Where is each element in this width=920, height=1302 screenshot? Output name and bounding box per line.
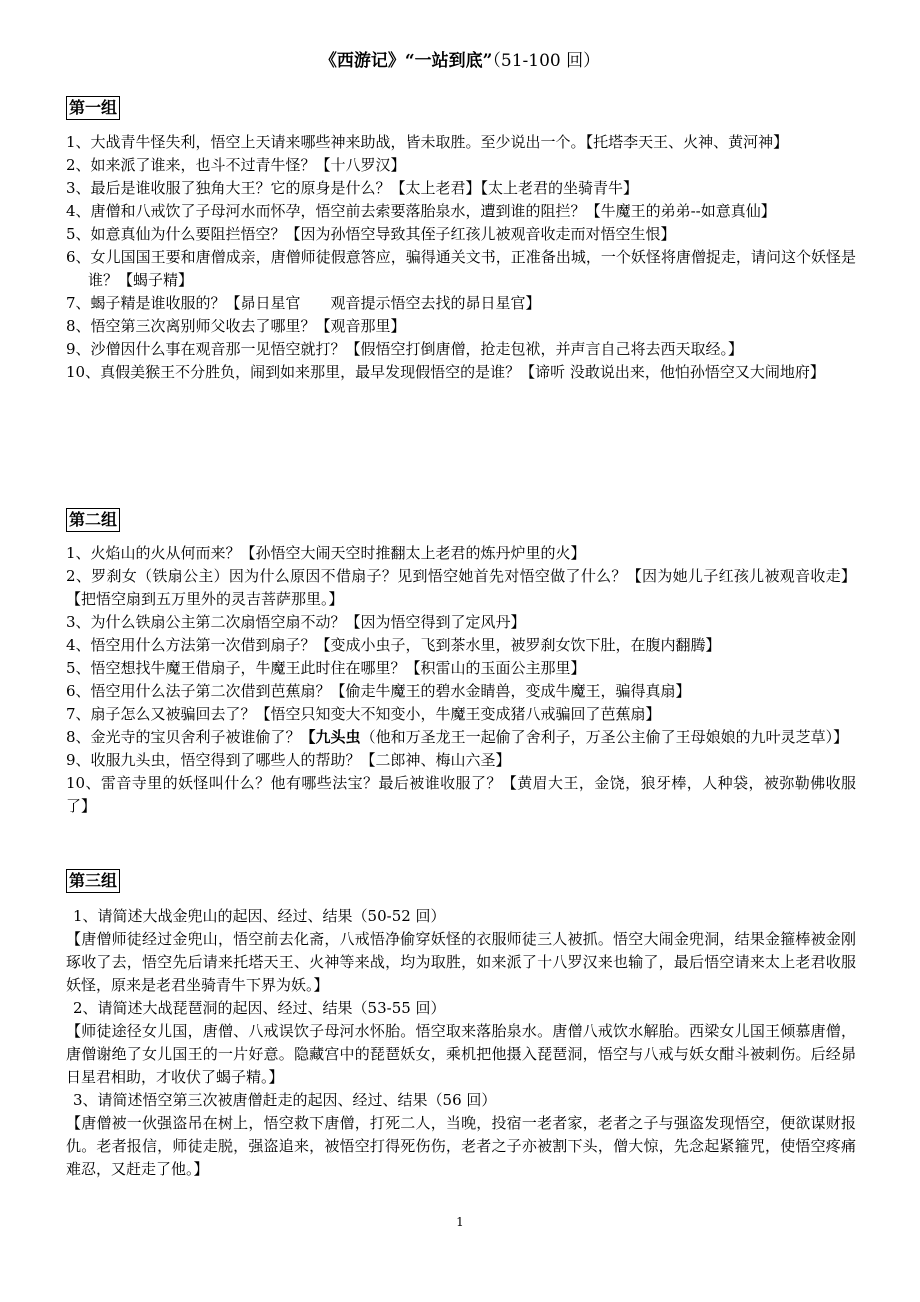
question-item bbox=[66, 542, 856, 565]
answer-text: 【因为她儿子红孩儿被观音收走】【把悟空扇到五万里外的灵吉菩萨那里。】 bbox=[66, 567, 856, 608]
group-2-label: 第二组 bbox=[66, 508, 120, 532]
answer-text: 【二郎神、梅山六圣】 bbox=[360, 751, 511, 769]
answer-text: 【昴日星官 观音提示悟空去找的昴日星官】 bbox=[225, 294, 541, 312]
answer-text: 【唐僧被一伙强盗吊在树上，悟空救下唐僧，打死二人，当晚，投宿一老者家，老者之子与强盗发现悟空，便欲谋财报仇。老者报信，师徒走脱，强盗追来，被悟空打得死伤伤，老者之子亦被割下头，僧大惊，先念起紧箍咒，使悟空疼痛难忍，又赶走了他。】 bbox=[66, 1114, 856, 1178]
question-text: 10、真假美猴王不分胜负，闹到如来那里，最早发现假悟空的是谁？ bbox=[66, 363, 521, 381]
answer-text: 【唐僧师徒经过金兜山，悟空前去化斋，八戒悟净偷穿妖怪的衣服师徒三人被抓。悟空大闹金兜洞，结果金箍棒被金刚琢收了去，悟空先后请来托塔天王、火神等来战，均为取胜，如来派了十八罗汉来也输了，最后悟空请来太上老君收服妖怪，原来是老君坐骑青牛下界为妖。】 bbox=[66, 930, 856, 994]
question-text: 1、火焰山的火从何而来？ bbox=[66, 544, 241, 562]
question-text: 3、最后是谁收服了独角大王？它的原身是什么？ bbox=[66, 179, 391, 197]
question-item bbox=[66, 177, 856, 200]
question-text: 8、金光寺的宝贝舍利子被谁偷了？ bbox=[66, 728, 301, 746]
answer-text: 【观音那里】 bbox=[315, 317, 406, 335]
document-title bbox=[0, 50, 920, 72]
group-3 bbox=[66, 869, 856, 1181]
question-item: 3、请简述悟空第三次被唐僧赶走的起因、经过、结果（56 回） bbox=[73, 1091, 497, 1109]
question-item bbox=[66, 749, 856, 772]
group-1 bbox=[66, 96, 856, 384]
title-main: 《西游记》“一站到底” bbox=[319, 51, 493, 71]
answer-text: 【托塔李天王、火神、黄河神】 bbox=[585, 133, 789, 151]
question-text: 10、雷音寺里的妖怪叫什么？他有哪些法宝？最后被谁收服了？ bbox=[66, 774, 502, 792]
question-item bbox=[66, 703, 856, 726]
group-1-label: 第一组 bbox=[66, 96, 120, 120]
question-text: 9、收服九头虫，悟空得到了哪些人的帮助？ bbox=[66, 751, 361, 769]
question-text: 2、罗刹女（铁扇公主）因为什么原因不借扇子？见到悟空她首先对悟空做了什么？ bbox=[66, 567, 627, 585]
answer-text: 【太上老君】【太上老君的坐骑青牛】 bbox=[390, 179, 639, 197]
question-item bbox=[66, 611, 856, 634]
answer-text: 【积雷山的玉面公主那里】 bbox=[405, 659, 586, 677]
question-item bbox=[66, 657, 856, 680]
answer-text: 【十八罗汉】 bbox=[315, 156, 406, 174]
question-item bbox=[66, 246, 856, 292]
question-item bbox=[66, 361, 856, 384]
answer-text: 【黄眉大王，金饶，狼牙棒，人种袋，被弥勒佛收服了】 bbox=[66, 774, 856, 815]
group-2 bbox=[66, 508, 856, 818]
answer-text: 【假悟空打倒唐僧，抢走包袱，并声言自己将去西天取经。】 bbox=[345, 340, 744, 358]
question-item bbox=[66, 726, 856, 749]
question-text: 2、如来派了谁来，也斗不过青牛怪？ bbox=[66, 156, 316, 174]
answer-text: 【孙悟空大闹天空时推翻太上老君的炼丹炉里的火】 bbox=[240, 544, 586, 562]
answer-text: 【蝎子精】 bbox=[118, 271, 194, 289]
question-text: 4、唐僧和八戒饮了子母河水而怀孕，悟空前去索要落胎泉水，遭到谁的阻拦？ bbox=[66, 202, 586, 220]
question-text: 7、蝎子精是谁收服的？ bbox=[66, 294, 226, 312]
answer-text: 【牛魔王的弟弟--如意真仙】 bbox=[585, 202, 776, 220]
answer-text: （他和万圣龙王一起偷了舍利子，万圣公主偷了王母娘娘的九叶灵芝草）】 bbox=[360, 728, 849, 746]
question-text: 5、如意真仙为什么要阻拦悟空？ bbox=[66, 225, 286, 243]
question-text: 6、女儿国国王要和唐僧成亲，唐僧师徒假意答应，骗得通关文书，正准备出城，一个妖怪将唐僧捉走，请问这个妖怪是谁？ bbox=[66, 248, 856, 289]
question-item bbox=[66, 634, 856, 657]
question-item bbox=[66, 315, 856, 338]
question-item bbox=[66, 772, 856, 818]
question-item bbox=[66, 131, 856, 154]
question-item: 2、请简述大战琵琶洞的起因、经过、结果（53-55 回） bbox=[73, 999, 446, 1017]
answer-text: 【师徒途径女儿国，唐僧、八戒误饮子母河水怀胎。悟空取来落胎泉水。唐僧八戒饮水解胎。西梁女儿国王倾慕唐僧，唐僧谢绝了女儿国王的一片好意。隐藏宫中的琵琶妖女，乘机把他摄入琵琶洞，悟空与八戒与妖女酣斗被刺伤。后经昴日星君相助，才收伏了蝎子精。】 bbox=[66, 1022, 856, 1086]
question-item bbox=[66, 154, 856, 177]
question-text: 5、悟空想找牛魔王借扇子，牛魔王此时住在哪里？ bbox=[66, 659, 406, 677]
answer-text: 【变成小虫子，飞到茶水里，被罗刹女饮下肚，在腹内翻腾】 bbox=[315, 636, 721, 654]
question-item bbox=[66, 292, 856, 315]
question-text: 4、悟空用什么方法第一次借到扇子？ bbox=[66, 636, 316, 654]
question-item bbox=[66, 338, 856, 361]
question-text: 3、为什么铁扇公主第二次扇悟空扇不动？ bbox=[66, 613, 346, 631]
question-text: 7、扇子怎么又被骗回去了？ bbox=[66, 705, 256, 723]
answer-text: 【谛听 没敢说出来，他怕孙悟空又大闹地府】 bbox=[520, 363, 825, 381]
question-text: 9、沙僧因什么事在观音那一见悟空就打？ bbox=[66, 340, 346, 358]
answer-text: 【因为悟空得到了定风丹】 bbox=[345, 613, 526, 631]
question-text: 8、悟空第三次离别师父收去了哪里？ bbox=[66, 317, 316, 335]
question-item bbox=[66, 565, 856, 611]
question-text: 6、悟空用什么法子第二次借到芭蕉扇？ bbox=[66, 682, 331, 700]
question-item: 1、请简述大战金兜山的起因、经过、结果（50-52 回） bbox=[73, 907, 446, 925]
title-range: （51-100 回） bbox=[492, 51, 601, 71]
page-number: 1 bbox=[456, 1215, 464, 1229]
question-item bbox=[66, 200, 856, 223]
answer-text: 【因为孙悟空导致其侄子红孩儿被观音收走而对悟空生恨】 bbox=[285, 225, 676, 243]
answer-text: 【悟空只知变大不知变小，牛魔王变成猪八戒骗回了芭蕉扇】 bbox=[255, 705, 661, 723]
question-item bbox=[66, 223, 856, 246]
question-text: 1、大战青牛怪失利，悟空上天请来哪些神来助战，皆未取胜。至少说出一个。 bbox=[66, 133, 586, 151]
answer-bold-text: 【九头虫 bbox=[300, 728, 361, 746]
answer-text: 【偷走牛魔王的碧水金睛兽，变成牛魔王，骗得真扇】 bbox=[330, 682, 691, 700]
group-3-label: 第三组 bbox=[66, 869, 120, 893]
question-item bbox=[66, 680, 856, 703]
